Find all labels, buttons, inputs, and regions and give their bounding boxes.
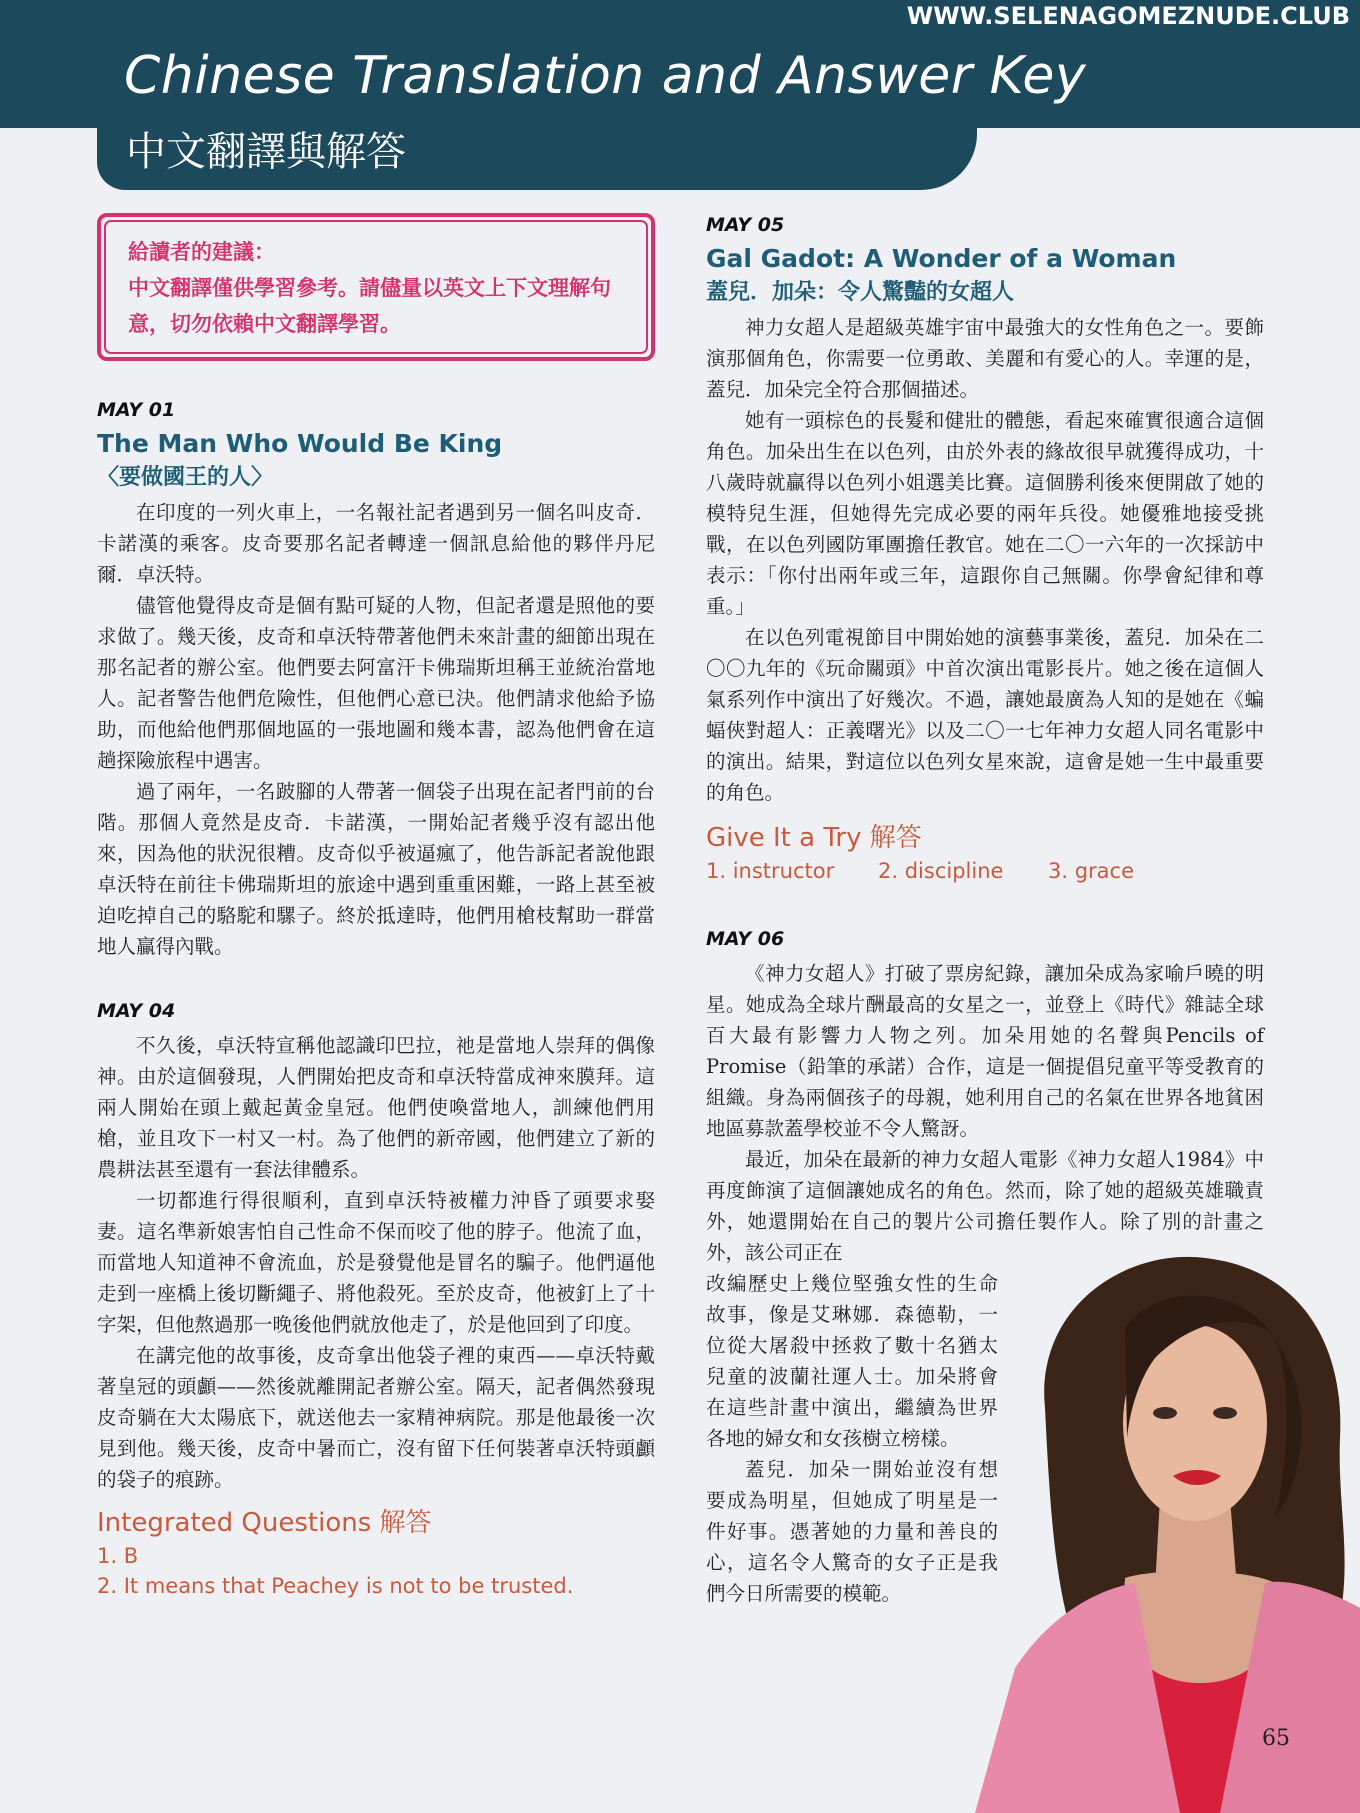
- paragraph: 一切都進行得很順利，直到卓沃特被權力沖昏了頭要求娶妻。這名準新娘害怕自己性命不保而咬了他的脖子。他流了血，而當地人知道神不會流血，於是發覺他是冒名的騙子。他們逼他走到一座橋上後切斷繩子、將他殺死。至於皮奇，他被釘上了十字架，但他熬過那一晚後他們就放他走了，於是他回到了印度。: [97, 1189, 655, 1336]
- paragraph: 最近，加朵在最新的神力女超人電影《神力女超人1984》中再度飾演了這個讓她成名的角色。然而，除了她的超級英雄職責外，她還開始在自己的製片公司擔任製作人。除了別的計畫之外，該公司正在: [706, 1148, 1264, 1264]
- date-may-01: MAY 01: [97, 399, 176, 421]
- answers-heading: Integrated Questions 解答: [97, 1508, 432, 1538]
- advice-heading: 給讀者的建議：: [128, 239, 275, 264]
- article-title-zh: 蓋兒．加朵：令人驚豔的女超人: [706, 279, 1015, 305]
- paragraph: 在以色列電視節目中開始她的演藝事業後，蓋兒．加朵在二〇〇九年的《玩命關頭》中首次演出電影長片。她之後在這個人氣系列作中演出了好幾次。不過，讓她最廣為人知的是她在《蝙蝠俠對超人：正義曙光》以及二〇一七年神力女超人同名電影中的演出。結果，對這位以色列女星來說，這會是她一生中最重要的角色。: [706, 626, 1264, 804]
- article-title-zh: 〈要做國王的人〉: [97, 464, 274, 490]
- answer-item: 2. It means that Peachey is not to be trusted.: [97, 1574, 574, 1598]
- paragraph: 神力女超人是超級英雄宇宙中最強大的女性角色之一。要飾演那個角色，你需要一位勇敢、美麗和有愛心的人。幸運的是，蓋兒．加朵完全符合那個描述。: [706, 316, 1264, 401]
- paragraph: 在印度的一列火車上，一名報社記者遇到另一個名叫皮奇．卡諾漢的乘客。皮奇要那名記者轉達一個訊息給他的夥伴丹尼爾．卓沃特。: [97, 501, 655, 586]
- article-title-en: The Man Who Would Be King: [97, 429, 503, 458]
- reader-advice-box: [97, 213, 655, 361]
- page-title-en: Chinese Translation and Answer Key: [124, 46, 1087, 106]
- answers-heading: Give It a Try 解答: [706, 823, 922, 853]
- watermark: WWW.SELENAGOMEZNUDE.CLUB: [906, 2, 1350, 30]
- text-beside-photo: [706, 1268, 998, 1609]
- answer-item: 1. instructor: [706, 859, 835, 883]
- paragraph: 不久後，卓沃特宣稱他認識印巴拉，祂是當地人崇拜的偶像神。由於這個發現，人們開始把皮奇和卓沃特當成神來膜拜。這兩人開始在頭上戴起黃金皇冠。他們使喚當地人，訓練他們用槍，並且攻下一村又一村。為了他們的新帝國，他們建立了新的農耕法甚至還有一套法律體系。: [97, 1034, 655, 1181]
- advice-text: 中文翻譯僅供學習參考。請儘量以英文上下文理解句意，切勿依賴中文翻譯學習。: [128, 275, 611, 336]
- paragraph: 她有一頭棕色的長髮和健壯的體態，看起來確實很適合這個角色。加朵出生在以色列，由於外表的緣故很早就獲得成功，十八歲時就贏得以色列小姐選美比賽。這個勝利後來便開啟了她的模特兒生涯，但她得先完成必要的兩年兵役。她優雅地接受挑戰，在以色列國防軍團擔任教官。她在二〇一六年的一次採訪中表示：「你付出兩年或三年，這跟你自己無關。你學會紀律和尊重。」: [706, 409, 1264, 618]
- answer-item: 2. discipline: [878, 859, 1004, 883]
- article-title-en: Gal Gadot: A Wonder of a Woman: [706, 244, 1177, 273]
- paragraph: 改編歷史上幾位堅強女性的生命故事，像是艾琳娜．森德勒，一位從大屠殺中拯救了數十名猶太兒童的波蘭社運人士。加朵將會在這些計畫中演出，繼續為世界各地的婦女和女孩樹立榜樣。: [706, 1272, 998, 1450]
- answer-item: 3. grace: [1048, 859, 1135, 883]
- date-may-04: MAY 04: [97, 1000, 176, 1022]
- answer-item: 1. B: [97, 1544, 139, 1568]
- page-number: 65: [1262, 1726, 1290, 1751]
- left-column: [97, 213, 655, 1601]
- paragraph: 《神力女超人》打破了票房紀錄，讓加朵成為家喻戶曉的明星。她成為全球片酬最高的女星之一，並登上《時代》雜誌全球百大最有影響力人物之列。加朵用她的名聲與Pencils of Promise（鉛筆的承諾）合作，這是一個提倡兒童平等受教育的組織。身為兩個孩子的母親，她利用自己的名氣在世界各地貧困地區募款蓋學校並不令人驚訝。: [706, 962, 1264, 1140]
- date-may-05: MAY 05: [706, 214, 785, 236]
- page-title-zh: 中文翻譯與解答: [126, 129, 406, 175]
- paragraph: 儘管他覺得皮奇是個有點可疑的人物，但記者還是照他的要求做了。幾天後，皮奇和卓沃特帶著他們未來計畫的細節出現在那名記者的辦公室。他們要去阿富汗卡佛瑞斯坦稱王並統治當地人。記者警告他們危險性，但他們心意已決。他們請求他給予協助，而他給他們那個地區的一張地圖和幾本書，認為他們會在這趟探險旅程中遇害。: [97, 594, 655, 772]
- portrait-photo: [975, 1248, 1360, 1813]
- paragraph: 在講完他的故事後，皮奇拿出他袋子裡的東西——卓沃特戴著皇冠的頭顱——然後就離開記者辦公室。隔天，記者偶然發現皮奇躺在大太陽底下，就送他去一家精神病院。那是他最後一次見到他。幾天後，皮奇中暑而亡，沒有留下任何裝著卓沃特頭顱的袋子的痕跡。: [97, 1344, 655, 1491]
- paragraph: 過了兩年，一名跛腳的人帶著一個袋子出現在記者門前的台階。那個人竟然是皮奇．卡諾漢，一開始記者幾乎沒有認出他來，因為他的狀況很糟。皮奇似乎被逼瘋了，他告訴記者說他跟卓沃特在前往卡佛瑞斯坦的旅途中遇到重重困難，一路上甚至被迫吃掉自己的駱駝和騾子。終於抵達時，他們用槍枝幫助一群當地人贏得內戰。: [97, 780, 655, 958]
- answer-list: [706, 856, 1264, 886]
- paragraph: 蓋兒．加朵一開始並沒有想要成為明星，但她成了明星是一件好事。憑著她的力量和善良的心，這名令人驚奇的女子正是我們今日所需要的模範。: [706, 1458, 998, 1605]
- date-may-06: MAY 06: [706, 928, 785, 950]
